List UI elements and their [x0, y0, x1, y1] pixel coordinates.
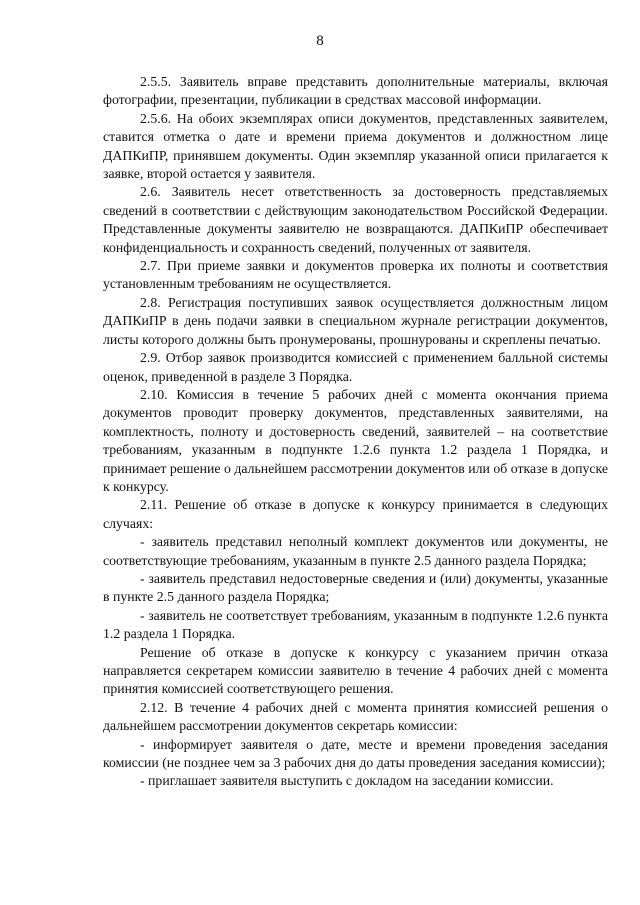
paragraph-2-9: 2.9. Отбор заявок производится комиссией с применением балльной системы оценок, приведенной в разделе 3 Порядка. — [103, 350, 608, 384]
list-item-invite-applicant: - приглашает заявителя выступить с докладом на заседании комиссии. — [140, 773, 554, 789]
paragraph-2-8: 2.8. Регистрация поступивших заявок осуществляется должностным лицом ДАПКиПР в день подачи заявки в специальном журнале регистрации документов, листы которого должны быть пронумерованы, прошнурованы и скреплены печатью. — [103, 294, 608, 347]
paragraph-2-5-6: 2.5.6. На обоих экземплярах описи документов, представленных заявителем, ставится отметка о дате и времени приема документов и должностном лице ДАПКиПР, принявшем документы. Один экземпляр указанной описи прилагается к заявке, второй остается у заявителя. — [103, 110, 608, 182]
page-number: 8 — [316, 33, 324, 49]
paragraph-2-5-5: 2.5.5. Заявитель вправе представить дополнительные материалы, включая фотографии, презентации, публикации в средствах массовой информации. — [103, 74, 608, 108]
list-item-inform-applicant: - информирует заявителя о дате, месте и времени проведения заседания комиссии (не позднее чем за 3 рабочих дня до даты проведения заседания комиссии); — [103, 736, 608, 771]
list-item-requirements-mismatch: - заявитель не соответствует требованиям, указанным в подпункте 1.2.6 пункта 1.2 раздела 1 Порядка. — [103, 607, 608, 642]
paragraph-2-12: 2.12. В течение 4 рабочих дней с момента принятия комиссией решения о дальнейшем рассмотрении документов секретарь комиссии: — [103, 699, 608, 734]
paragraph-2-6: 2.6. Заявитель несет ответственность за достоверность представляемых сведений в соответствии с действующим законодательством Российской Федерации. Представленные документы заявителю не возвращаются. ДАПКиПР обеспечивает конфиденциальность и сохранность сведений, полученных от заявителя. — [103, 184, 608, 255]
list-item-incomplete-documents: - заявитель представил неполный комплект документов или документы, не соответствующие требованиям, указанным в пункте 2.5 данного раздела Порядка; — [103, 534, 608, 568]
paragraph-2-7: 2.7. При приеме заявки и документов проверка их полноты и соответствия установленным требованиям не осуществляется. — [103, 258, 608, 292]
paragraph-2-10: 2.10. Комиссия в течение 5 рабочих дней с момента окончания приема документов проводит проверку документов, представленных заявителями, на комплектность, полноту и достоверность сведений, заявителей – на соответствие требованиям, указанным в подпункте 1.2.6 пункта 1.2 раздела 1 Порядка, и принимает решение о дальнейшем рассмотрении документов или об отказе в допуске к конкурсу. — [103, 386, 608, 494]
list-item-unreliable-information: - заявитель представил недостоверные сведения и (или) документы, указанные в пункте 2.5 данного раздела Порядка; — [103, 570, 608, 605]
paragraph-2-11: 2.11. Решение об отказе в допуске к конкурсу принимается в следующих случаях: — [103, 497, 608, 531]
paragraph-refusal-notice: Решение об отказе в допуске к конкурсу с указанием причин отказа направляется секретарем комиссии заявителю в течение 4 рабочих дней с момента принятия комиссией соответствующего решения. — [103, 644, 608, 697]
document-body — [103, 73, 608, 791]
